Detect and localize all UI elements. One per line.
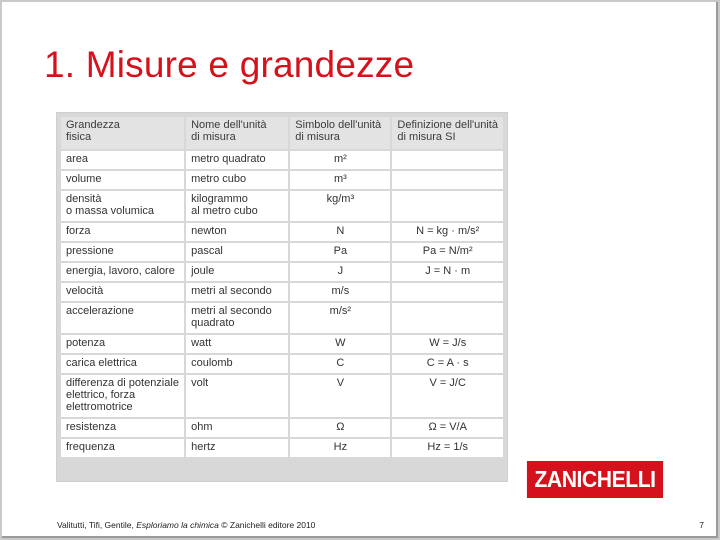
footer-credit <box>57 520 315 530</box>
slide-title: 1. Misure e grandezze <box>44 44 415 85</box>
cell-unit-symbol: m/s <box>290 283 390 301</box>
cell-quantity: accelerazione <box>61 303 184 333</box>
cell-unit-symbol: V <box>290 375 390 417</box>
cell-unit-symbol: Pa <box>290 243 390 261</box>
table-row <box>61 151 503 169</box>
footer-authors: Valitutti, Tifi, Gentile, <box>57 520 137 530</box>
cell-unit-symbol: m² <box>290 151 390 169</box>
table-row <box>61 243 503 261</box>
cell-unit-symbol: W <box>290 335 390 353</box>
cell-quantity: energia, lavoro, calore <box>61 263 184 281</box>
table-row <box>61 375 503 417</box>
cell-unit-name: metro quadrato <box>186 151 288 169</box>
cell-quantity: volume <box>61 171 184 189</box>
cell-unit-name: pascal <box>186 243 288 261</box>
cell-quantity: area <box>61 151 184 169</box>
table-row <box>61 303 503 333</box>
table-row <box>61 171 503 189</box>
cell-unit-symbol: Hz <box>290 439 390 457</box>
cell-si-definition: W = J/s <box>392 335 503 353</box>
units-table-grid <box>59 115 505 459</box>
header-si-definition: Definizione dell'unità di misura SI <box>392 117 503 149</box>
header-unit-symbol: Simbolo dell'unità di misura <box>290 117 390 149</box>
cell-unit-name: joule <box>186 263 288 281</box>
cell-quantity: potenza <box>61 335 184 353</box>
cell-unit-name: newton <box>186 223 288 241</box>
cell-si-definition <box>392 303 503 333</box>
table-row <box>61 439 503 457</box>
table-row <box>61 191 503 221</box>
header-unit-name: Nome dell'unità di misura <box>186 117 288 149</box>
footer-publisher: © Zanichelli editore 2010 <box>218 520 316 530</box>
zanichelli-logo: ZANICHELLI <box>527 461 663 498</box>
cell-unit-name: ohm <box>186 419 288 437</box>
table-row <box>61 419 503 437</box>
cell-quantity: forza <box>61 223 184 241</box>
cell-quantity: velocità <box>61 283 184 301</box>
cell-si-definition: Ω = V/A <box>392 419 503 437</box>
cell-unit-name: metro cubo <box>186 171 288 189</box>
cell-unit-name: watt <box>186 335 288 353</box>
cell-unit-symbol: Ω <box>290 419 390 437</box>
cell-unit-symbol: C <box>290 355 390 373</box>
cell-si-definition: N = kg · m/s² <box>392 223 503 241</box>
cell-unit-symbol: kg/m³ <box>290 191 390 221</box>
cell-unit-name: coulomb <box>186 355 288 373</box>
cell-quantity: differenza di potenziale elettrico, forza elettromotrice <box>61 375 184 417</box>
table-row <box>61 355 503 373</box>
units-table <box>56 112 508 482</box>
cell-unit-symbol: m/s² <box>290 303 390 333</box>
page-number: 7 <box>699 520 704 530</box>
cell-si-definition: C = A · s <box>392 355 503 373</box>
cell-si-definition <box>392 283 503 301</box>
footer-book-title: Esploriamo la chimica <box>136 520 219 530</box>
table-row <box>61 263 503 281</box>
cell-si-definition: J = N · m <box>392 263 503 281</box>
cell-unit-symbol: N <box>290 223 390 241</box>
table-row <box>61 335 503 353</box>
cell-quantity: resistenza <box>61 419 184 437</box>
cell-si-definition: Hz = 1/s <box>392 439 503 457</box>
table-row <box>61 283 503 301</box>
cell-quantity: carica elettrica <box>61 355 184 373</box>
cell-unit-symbol: m³ <box>290 171 390 189</box>
cell-quantity: frequenza <box>61 439 184 457</box>
cell-si-definition <box>392 171 503 189</box>
cell-unit-name: volt <box>186 375 288 417</box>
cell-unit-name: metri al secondo quadrato <box>186 303 288 333</box>
cell-si-definition: Pa = N/m² <box>392 243 503 261</box>
header-quantity: Grandezza fisica <box>61 117 184 149</box>
cell-unit-symbol: J <box>290 263 390 281</box>
cell-unit-name: kilogrammo al metro cubo <box>186 191 288 221</box>
cell-quantity: densità o massa volumica <box>61 191 184 221</box>
cell-si-definition: V = J/C <box>392 375 503 417</box>
table-header-row <box>61 117 503 149</box>
cell-si-definition <box>392 191 503 221</box>
cell-si-definition <box>392 151 503 169</box>
table-row <box>61 223 503 241</box>
cell-unit-name: metri al secondo <box>186 283 288 301</box>
cell-unit-name: hertz <box>186 439 288 457</box>
cell-quantity: pressione <box>61 243 184 261</box>
